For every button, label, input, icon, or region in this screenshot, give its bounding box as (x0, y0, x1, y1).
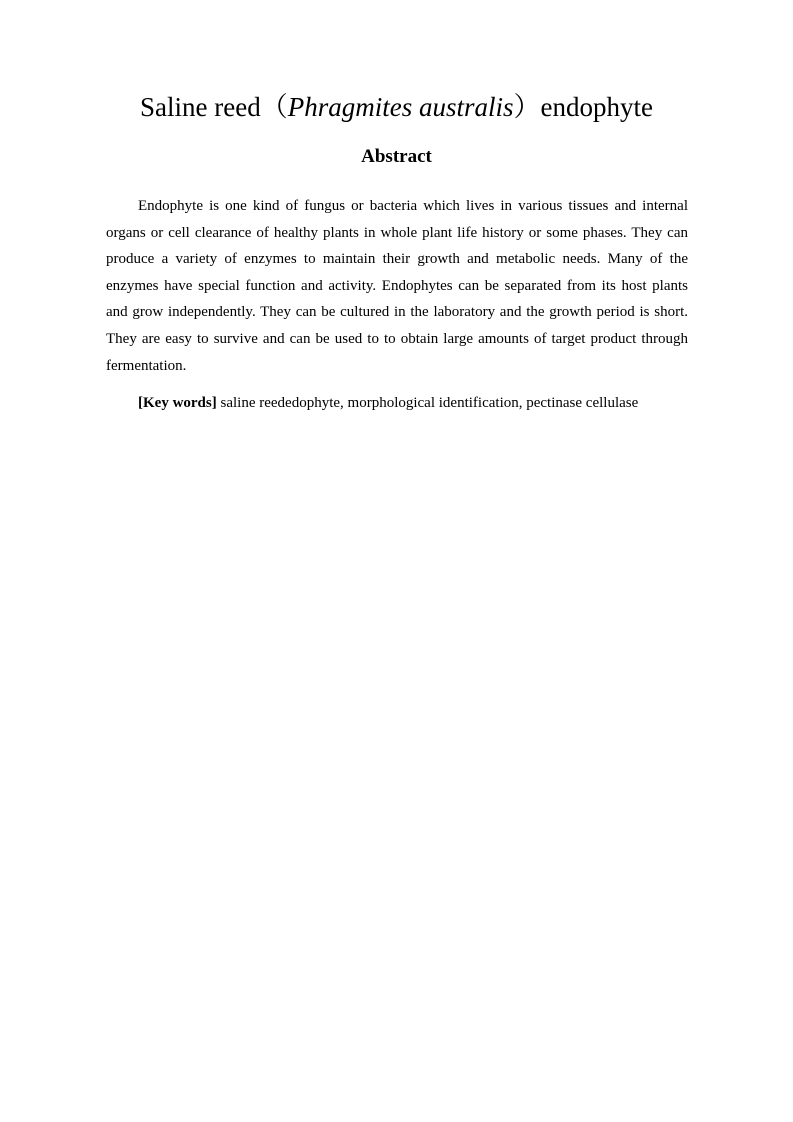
title-suffix: ）endophyte (513, 92, 653, 122)
abstract-heading: Abstract (361, 146, 432, 167)
keywords-text: saline reededophyte, morphological identification, pectinase cellulase (216, 395, 639, 411)
document-title (0, 88, 793, 126)
keywords-label: [Key words] (138, 395, 217, 411)
title-species-name: Phragmites australis (287, 92, 514, 122)
title-prefix: Saline reed（ (140, 92, 288, 122)
keywords-line (106, 390, 688, 416)
abstract-paragraph: Endophyte is one kind of fungus or bacteria which lives in various tissues and internal organs or cell clearance of healthy plants in whole plant life history or some phases. They can produce a variety of enzymes to maintain their growth and metabolic needs. Many of the enzymes have special function and activity. Endophytes can be separated from its host plants and grow independently. They can be cultured in the laboratory and the growth period is short. They are easy to survive and can be used to to obtain large amounts of target product through fermentation. (106, 198, 688, 374)
